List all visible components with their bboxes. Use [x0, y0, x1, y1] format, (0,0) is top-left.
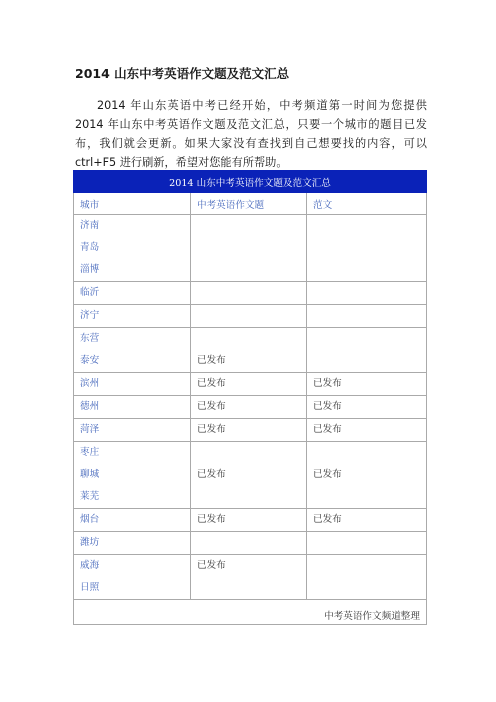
- city-name: 威海: [80, 560, 100, 571]
- essay-cell: [307, 215, 427, 282]
- topic-status: 已发布: [197, 514, 226, 525]
- table-row: [74, 305, 427, 328]
- city-name: 滨州: [80, 378, 100, 389]
- topic-status: [197, 259, 300, 281]
- topic-cell: [191, 555, 307, 600]
- topic-status: [197, 328, 300, 350]
- column-header-city: 城市: [74, 193, 191, 215]
- city-cell: [74, 419, 191, 442]
- column-header-topic: 中考英语作文题: [191, 193, 307, 215]
- topic-status: 已发布: [197, 401, 226, 412]
- city-cell: [74, 373, 191, 396]
- table-row: [74, 555, 427, 600]
- city-cell: [74, 305, 191, 328]
- topic-status: [197, 305, 300, 327]
- topic-status: [197, 532, 300, 554]
- city-cell: [74, 396, 191, 419]
- topic-cell: [191, 215, 307, 282]
- essay-cell: [307, 442, 427, 509]
- city-name: 临沂: [80, 287, 100, 298]
- city-cell: [74, 555, 191, 600]
- essay-status: 已发布: [313, 514, 342, 525]
- table-caption: 2014 山东中考英语作文题及范文汇总: [74, 171, 427, 193]
- city-name: 聊城: [80, 469, 100, 480]
- topic-status: 已发布: [197, 378, 226, 389]
- essay-status: [313, 237, 420, 259]
- city-name: 泰安: [80, 355, 100, 366]
- table-row: [74, 373, 427, 396]
- topic-cell: [191, 509, 307, 532]
- table-row: [74, 328, 427, 373]
- topic-cell: [191, 419, 307, 442]
- essay-status: [313, 339, 420, 361]
- essay-cell: [307, 532, 427, 555]
- city-name: 淄博: [80, 264, 100, 275]
- table-row: [74, 282, 427, 305]
- table-row: [74, 419, 427, 442]
- essay-status: 已发布: [313, 469, 342, 480]
- table-row: [74, 215, 427, 282]
- column-header-row: [74, 193, 427, 215]
- city-name: 烟台: [80, 514, 100, 525]
- table-row: [74, 532, 427, 555]
- city-name: 东营: [80, 333, 100, 344]
- topic-status: 已发布: [197, 424, 226, 435]
- column-header-essay: 范文: [307, 193, 427, 215]
- topic-status: [197, 282, 300, 304]
- city-name: 枣庄: [80, 447, 100, 458]
- city-cell: [74, 215, 191, 282]
- essay-status: 已发布: [313, 378, 342, 389]
- city-cell: [74, 328, 191, 373]
- topic-cell: [191, 282, 307, 305]
- topic-cell: [191, 328, 307, 373]
- essay-status: 已发布: [313, 401, 342, 412]
- city-cell: [74, 509, 191, 532]
- topic-status: 已发布: [197, 560, 226, 571]
- city-cell: [74, 532, 191, 555]
- city-name: 莱芜: [80, 491, 100, 502]
- topic-status: [197, 237, 300, 259]
- table-row: [74, 442, 427, 509]
- essay-status: [313, 305, 420, 327]
- table-row: [74, 509, 427, 532]
- essay-cell: [307, 373, 427, 396]
- table-footer: 中考英语作文频道整理: [74, 600, 427, 625]
- article-intro: 2014 年山东英语中考已经开始，中考频道第一时间为您提供 2014 年山东中考英语作文题及范文汇总，只要一个城市的题目已发布，我们就会更新。如果大家没有查找到自己想要找的内容，可以 ctrl+F5 进行刷新，希望对您能有所帮助。: [75, 99, 427, 169]
- essay-cell: [307, 282, 427, 305]
- topic-status: [197, 215, 300, 237]
- results-table: [73, 170, 427, 625]
- essay-cell: [307, 328, 427, 373]
- topic-cell: [191, 442, 307, 509]
- essay-cell: [307, 396, 427, 419]
- table-row: [74, 396, 427, 419]
- city-name: 德州: [80, 401, 100, 412]
- essay-cell: [307, 305, 427, 328]
- essay-status: [313, 566, 420, 588]
- topic-status: [197, 486, 300, 508]
- topic-cell: [191, 373, 307, 396]
- city-cell: [74, 282, 191, 305]
- city-name: 济宁: [80, 310, 100, 321]
- essay-cell: [307, 419, 427, 442]
- topic-status: [197, 442, 300, 464]
- essay-status: [313, 532, 420, 554]
- essay-status: [313, 282, 420, 304]
- city-cell: [74, 442, 191, 509]
- essay-cell: [307, 555, 427, 600]
- topic-cell: [191, 532, 307, 555]
- topic-status: [197, 577, 300, 599]
- city-name: 潍坊: [80, 537, 100, 548]
- city-name: 济南: [80, 220, 100, 231]
- essay-status: 已发布: [313, 424, 342, 435]
- topic-cell: [191, 396, 307, 419]
- topic-status: 已发布: [197, 469, 226, 480]
- city-name: 青岛: [80, 242, 100, 253]
- essay-cell: [307, 509, 427, 532]
- article-title: 2014 山东中考英语作文题及范文汇总: [75, 66, 290, 81]
- topic-cell: [191, 305, 307, 328]
- city-name: 日照: [80, 582, 100, 593]
- topic-status: 已发布: [197, 355, 226, 366]
- city-name: 菏泽: [80, 424, 100, 435]
